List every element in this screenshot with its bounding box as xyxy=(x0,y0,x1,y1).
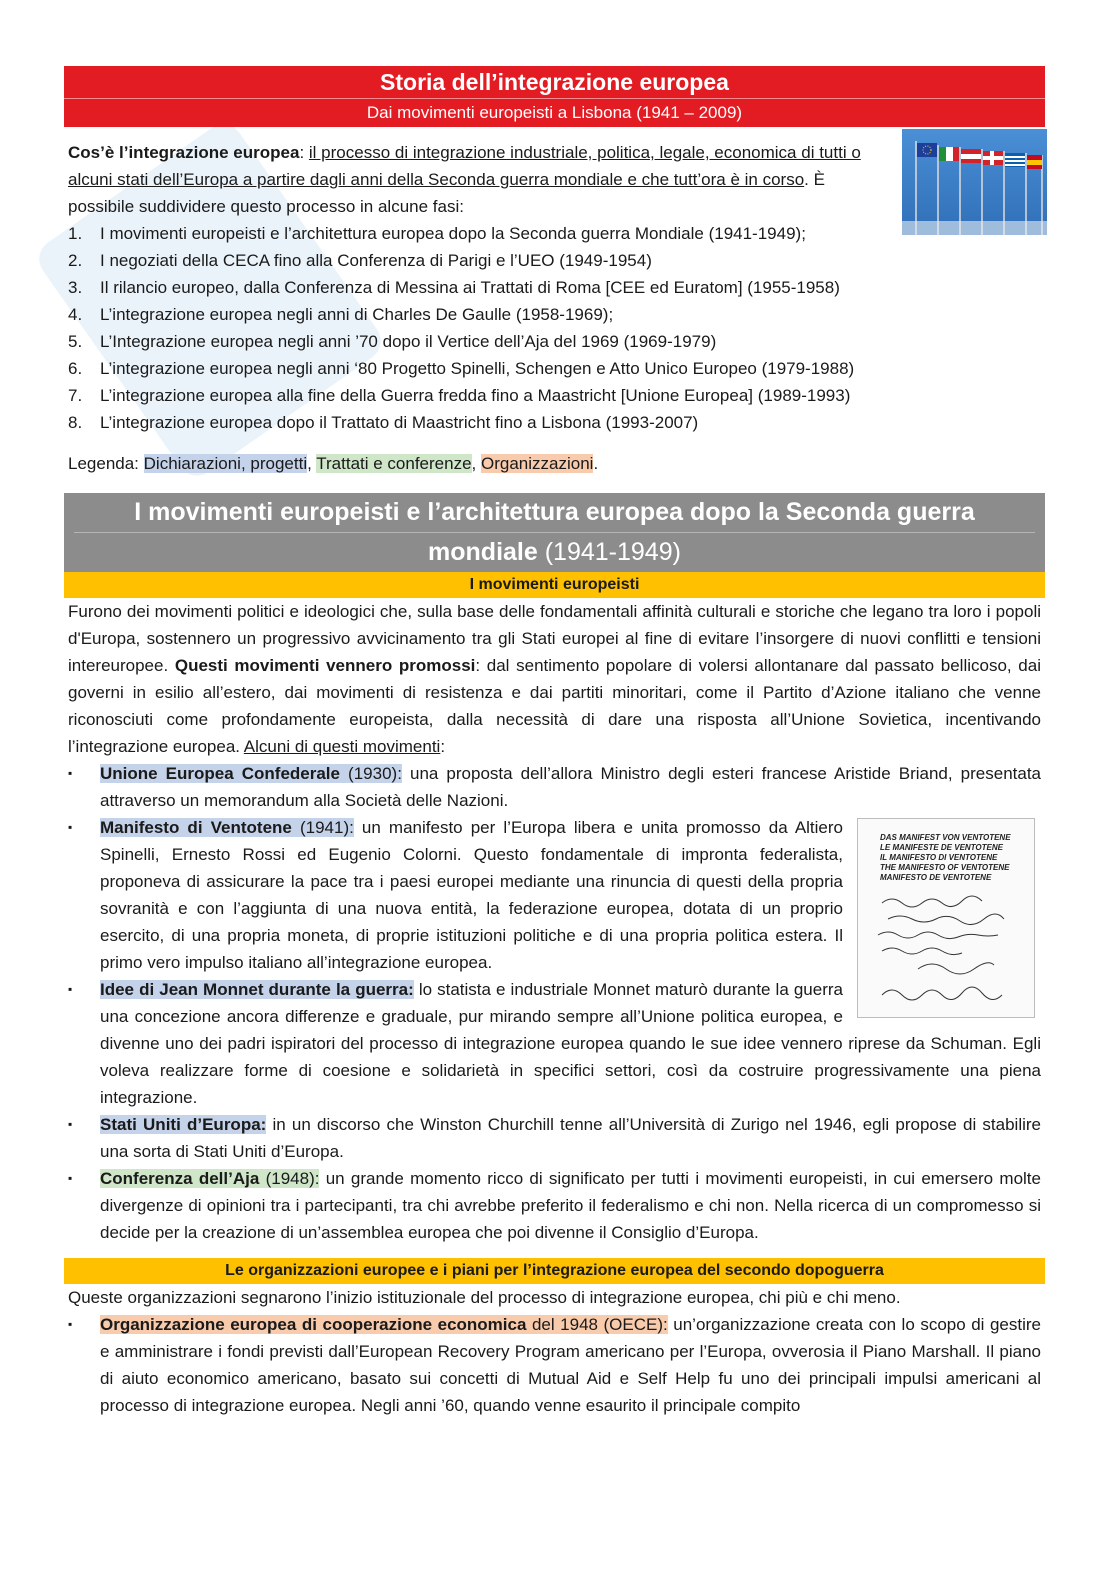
spacer xyxy=(64,1246,1045,1258)
intro-tail: . È possibile suddividere questo processo in alcune fasi: xyxy=(68,170,825,216)
list-item xyxy=(64,760,1045,814)
bullet-icon: ▪ xyxy=(68,820,73,834)
item-year: del 1948 (OECE): xyxy=(526,1315,668,1334)
item-name-highlight xyxy=(100,1115,266,1134)
item-name: Stati Uniti d’Europa: xyxy=(100,1115,267,1134)
subsection-heading-2: Le organizzazioni europee e i piani per l’integrazione europea del secondo dopoguerra xyxy=(64,1258,1045,1284)
intro-paragraph xyxy=(68,139,888,220)
list-item xyxy=(64,1311,1045,1419)
phase-item xyxy=(68,355,1041,382)
item-name: Idee di Jean Monnet durante la guerra: xyxy=(100,980,414,999)
item-text: un grande momento ricco di significato per tutti i movimenti europeisti, in cui emersero molte divergenze di opinioni tra i partecipanti, tra chi avrebbe preferito il federalismo e chi non. Nella ricerca di un compromesso si decide per la creazione di un’assemblea europea che poi divenne il Consiglio d’Europa. xyxy=(100,1169,1041,1242)
flags-photo xyxy=(902,129,1047,235)
phase-item xyxy=(68,274,1041,301)
legend-separator: , xyxy=(307,454,317,473)
organizations-intro: Queste organizzazioni segnarono l’inizio istituzionale del processo di integrazione europea, chi più e chi meno. xyxy=(68,1288,901,1307)
item-name: Organizzazione europea di cooperazione economica xyxy=(100,1315,527,1334)
document-page xyxy=(64,66,1045,1419)
phase-number: 8. xyxy=(68,413,83,432)
phase-text: L’integrazione europea negli anni di Charles De Gaulle (1958-1969); xyxy=(100,305,614,324)
intro-section xyxy=(64,139,1045,436)
intro-colon: : xyxy=(299,143,309,162)
manifesto-line: DAS MANIFEST VON VENTOTENE xyxy=(880,833,1011,842)
phase-text: L’integrazione europea dopo il Trattato di Maastricht fino a Lisbona (1993-2007) xyxy=(100,413,699,432)
bullet-icon: ▪ xyxy=(68,1171,73,1185)
section-title-word: mondiale xyxy=(428,538,538,566)
phase-item xyxy=(68,328,1041,355)
phase-item xyxy=(68,382,1041,409)
item-year: (1930): xyxy=(340,764,402,783)
legend-separator: , xyxy=(471,454,481,473)
phases-list xyxy=(68,220,1041,436)
legend-end: . xyxy=(593,454,599,473)
phase-number: 1. xyxy=(68,224,83,243)
intro-term: Cos’è l’integrazione europea xyxy=(68,143,300,162)
list-item xyxy=(64,1111,1045,1165)
phase-item xyxy=(68,409,1041,436)
item-name-highlight xyxy=(100,1169,319,1188)
legend xyxy=(64,450,1045,477)
phase-number: 5. xyxy=(68,332,83,351)
bullet-icon: ▪ xyxy=(68,1117,73,1131)
movements-paragraph xyxy=(64,598,1045,760)
section-title-line1: I movimenti europeisti e l’architettura europea dopo la Seconda guerra xyxy=(134,498,975,526)
phase-text: I movimenti europeisti e l’architettura europea dopo la Seconda guerra Mondiale (1941-1949); xyxy=(100,224,806,243)
item-name: Unione Europea Confederale xyxy=(100,764,340,783)
document-header xyxy=(64,66,1045,127)
subsection-heading: I movimenti europeisti xyxy=(64,572,1045,598)
phase-text: Il rilancio europeo, dalla Conferenza di Messina ai Trattati di Roma [CEE ed Euratom] (1955-1958) xyxy=(100,278,840,297)
manifesto-line: LE MANIFESTE DE VENTOTENE xyxy=(880,843,1003,852)
item-year: (1948): xyxy=(259,1169,320,1188)
legend-label: Legenda: xyxy=(68,454,144,473)
item-text: un manifesto per l’Europa libera e unita promosso da Altiero Spinelli, Ernesto Rossi ed Eugenio Colorni. Questo fondamentale di impronta federalista, proponeva di assicurare la pace tra i paesi europei mediante una rinuncia di questi della propria sovranità e con l’aggiunta di una nuova entità, la federazione europea, dotata di un proprio esercito, di una propria moneta, di proprie istituzioni politiche e di una propria politica estera. Il primo vero impulso italiano all’integrazione europea. xyxy=(100,818,844,972)
para-part: : dal sentimento popolare di volersi allontanare dal passato bellicoso, dai governi in esilio all’estero, dai movimenti di resistenza e dai partiti minoritari, come il Partito d’Azione italiano che venne riconosciuti come profondamente europeista, dalla necessità di dare una risposta all’Unione Sovietica, incentivando l’integrazione europea. xyxy=(68,656,1041,756)
legend-blue: Dichiarazioni, progetti xyxy=(143,454,308,473)
item-name: Manifesto di Ventotene xyxy=(100,818,292,837)
legend-orange: Organizzazioni xyxy=(481,454,594,473)
manifesto-line: MANIFESTO DE VENTOTENE xyxy=(880,873,992,882)
phase-number: 2. xyxy=(68,251,83,270)
document-subtitle: Dai movimenti europeisti a Lisbona (1941 – 2009) xyxy=(64,98,1045,127)
para-part: Furono dei movimenti politici e ideologici che, sulla base delle fondamentali affinità culturali e storiche che legano tra loro i popoli d'Europa, sostennero un progressivo avvicinamento tra gli Stati europei al fine di evitare l’insorgere di nuovi conflitti e tensioni intereuropee. xyxy=(68,602,1041,675)
item-name-highlight xyxy=(100,764,402,783)
bullet-icon: ▪ xyxy=(68,766,73,780)
item-year: (1941): xyxy=(291,818,354,837)
manifesto-line: IL MANIFESTO DI VENTOTENE xyxy=(880,853,998,862)
phase-item xyxy=(68,301,1041,328)
list-item xyxy=(64,1165,1045,1246)
bullet-icon: ▪ xyxy=(68,1317,73,1331)
list-item xyxy=(64,976,1045,1111)
phase-number: 6. xyxy=(68,359,83,378)
para-bold: Questi movimenti vennero promossi xyxy=(174,656,476,675)
section-years: (1941-1949) xyxy=(544,538,681,566)
organizations-list xyxy=(64,1311,1045,1419)
phase-number: 3. xyxy=(68,278,83,297)
intro-definition: il processo di integrazione industriale, politica, legale, economica di tutti o alcuni stati dell’Europa a partire dagli anni della Seconda guerra mondiale e che tutt’ora è in corso xyxy=(68,143,861,189)
section-heading xyxy=(64,493,1045,572)
item-name: Conferenza dell’Aja xyxy=(100,1169,260,1188)
item-text: un’organizzazione creata con lo scopo di gestire e amministrare i fondi previsti dall’European Recovery Program americano per l’Europa, ovverosia il Piano Marshall. Il piano di aiuto economico americano, basato sui concetti di Mutual Aid e Self Help fu uno dei principali impulsi americani al processo di integrazione europea. Negli anni ’60, quando venne esaurito il principale compito xyxy=(100,1315,1041,1415)
para-underline: Alcuni di questi movimenti xyxy=(243,737,441,756)
legend-green: Trattati e conferenze xyxy=(316,454,472,473)
section-title-line2 xyxy=(74,532,1035,572)
item-text: lo statista e industriale Monnet maturò durante la guerra una concezione ancora differenze e graduale, pur mirando sempre all’Unione politica europea, e divenne uno dei padri ispiratori del processo di integrazione europea quando le sue idee vennero riprese da Schuman. Egli voleva realizzare forme di coesione e solidarietà in specifici settori, così da costruire progressivamente una piena integrazione. xyxy=(100,980,1041,1107)
item-text: in un discorso che Winston Churchill tenne all’Università di Zurigo nel 1946, egli propose di stabilire una sorta di Stati Uniti d’Europa. xyxy=(100,1115,1041,1161)
movements-list xyxy=(64,760,1045,1246)
document-title: Storia dell’integrazione europea xyxy=(380,69,729,95)
phase-item xyxy=(68,220,1041,247)
para-end: : xyxy=(440,737,446,756)
item-text: una proposta dell’allora Ministro degli esteri francese Aristide Briand, presentata attraverso un memorandum alla Società delle Nazioni. xyxy=(100,764,1042,810)
item-name-highlight xyxy=(100,818,354,837)
bullet-icon: ▪ xyxy=(68,982,73,996)
phase-text: L’integrazione europea alla fine della Guerra fredda fino a Maastricht [Unione Europea] (1989-1993) xyxy=(100,386,851,405)
phase-number: 7. xyxy=(68,386,83,405)
phase-text: L’Integrazione europea negli anni ’70 dopo il Vertice dell’Aja del 1969 (1969-1979) xyxy=(100,332,717,351)
phase-item xyxy=(68,247,1041,274)
phase-text: L’integrazione europea negli anni ‘80 Progetto Spinelli, Schengen e Atto Unico Europeo (1979-1988) xyxy=(100,359,855,378)
phase-number: 4. xyxy=(68,305,83,324)
list-item xyxy=(64,814,1045,976)
manifesto-line: THE MANIFESTO OF VENTOTENE xyxy=(880,863,1010,872)
phase-text: I negoziati della CECA fino alla Conferenza di Parigi e l’UEO (1949-1954) xyxy=(100,251,652,270)
item-name-highlight xyxy=(100,1315,668,1334)
item-name-highlight xyxy=(100,980,414,999)
